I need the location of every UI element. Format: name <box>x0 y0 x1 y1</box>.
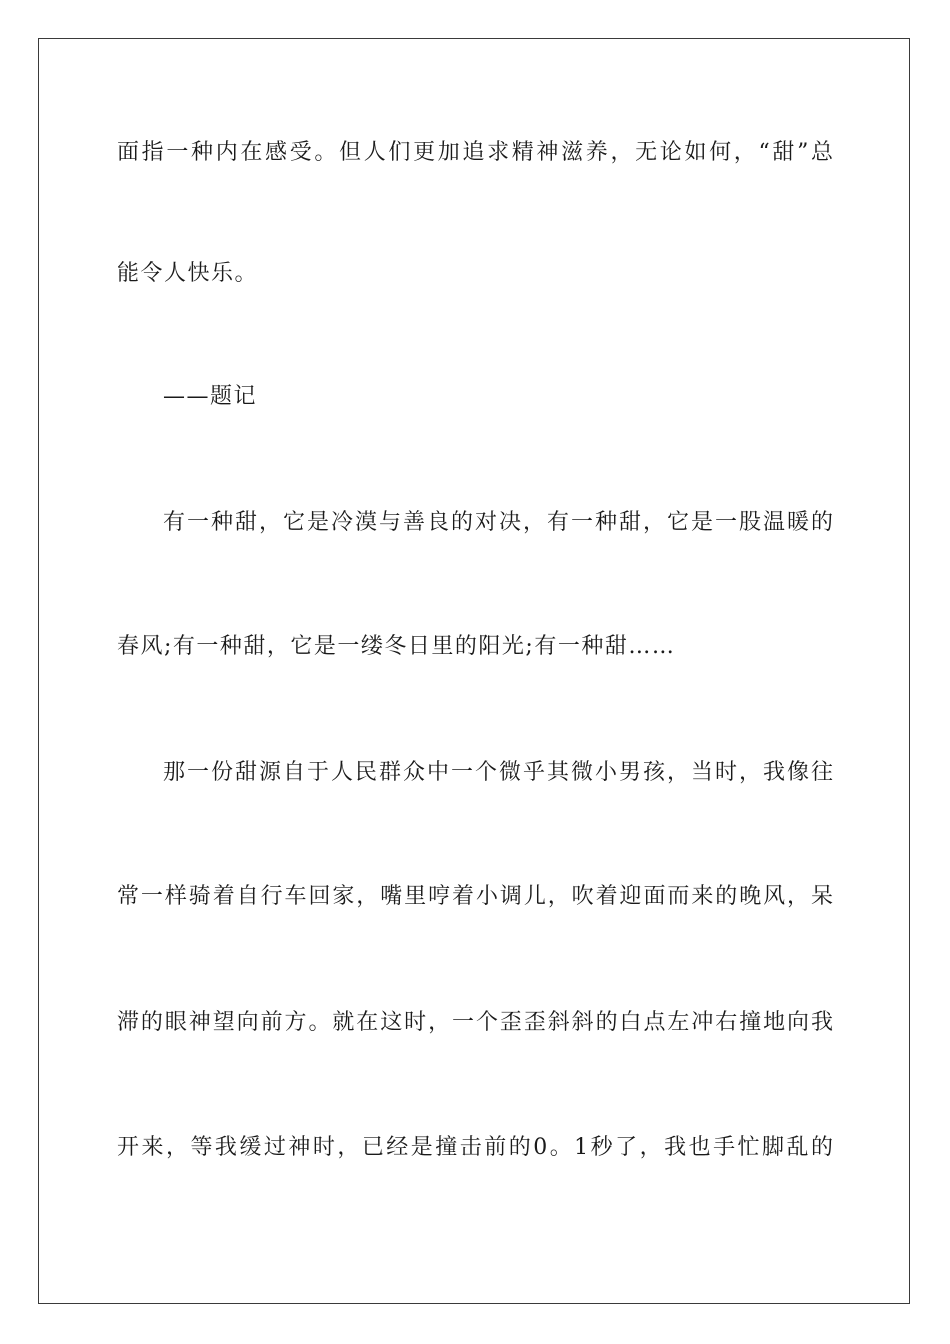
text-line-2: 能令人快乐。 <box>117 261 259 286</box>
text-line-7: 常一样骑着自行车回家，嘴里哼着小调儿，吹着迎面而来的晚风，呆 <box>117 884 833 909</box>
page-border <box>38 38 910 1304</box>
epigraph-attribution: ——题记 <box>163 384 258 409</box>
text-line-1: 面指一种内在感受。但人们更加追求精神滋养，无论如何，“甜”总 <box>117 140 833 165</box>
text-line-4: 有一种甜，它是冷漠与善良的对决，有一种甜，它是一股温暖的 <box>163 510 833 535</box>
text-line-9: 开来，等我缓过神时，已经是撞击前的0。1秒了，我也手忙脚乱的 <box>117 1135 833 1160</box>
text-line-6: 那一份甜源自于人民群众中一个微乎其微小男孩，当时，我像往 <box>163 760 833 785</box>
text-line-5: 春风;有一种甜，它是一缕冬日里的阳光;有一种甜…… <box>117 634 676 659</box>
text-line-8: 滞的眼神望向前方。就在这时，一个歪歪斜斜的白点左冲右撞地向我 <box>117 1010 833 1035</box>
